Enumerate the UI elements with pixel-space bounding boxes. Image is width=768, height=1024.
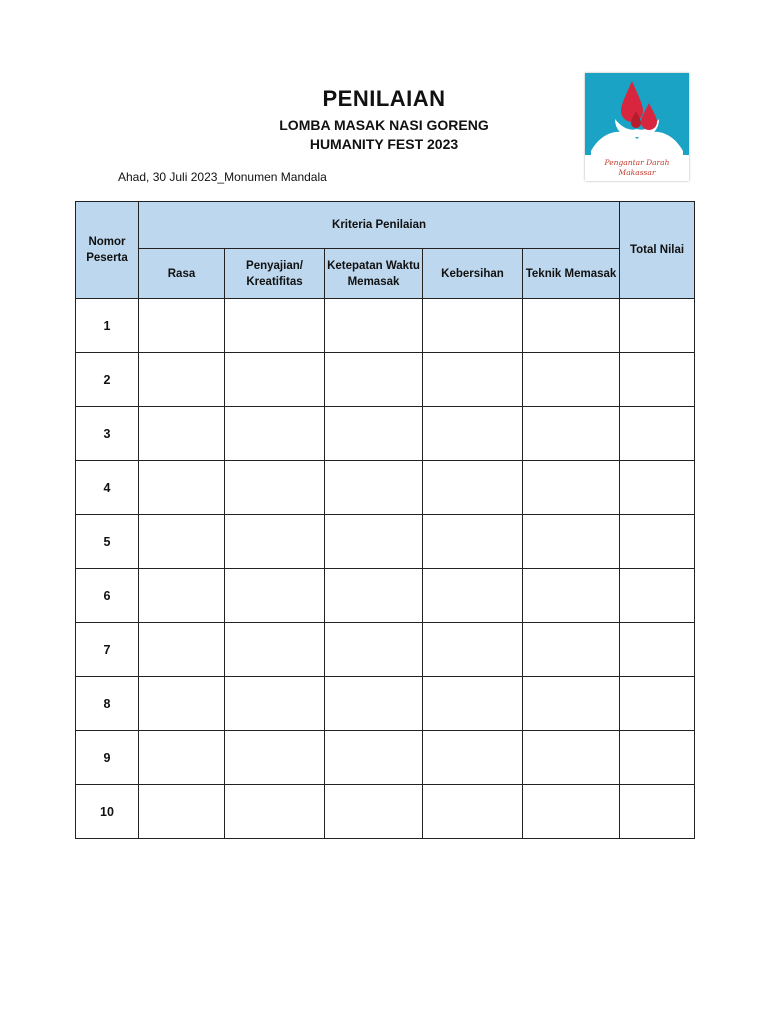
- score-cell-penyajian[interactable]: [225, 569, 325, 623]
- score-cell-kebersihan[interactable]: [423, 623, 523, 677]
- score-cell-kebersihan[interactable]: [423, 785, 523, 839]
- score-cell-teknik[interactable]: [523, 677, 620, 731]
- score-cell-penyajian[interactable]: [225, 785, 325, 839]
- score-cell-total[interactable]: [620, 731, 695, 785]
- score-cell-kebersihan[interactable]: [423, 299, 523, 353]
- score-rows: [76, 299, 695, 839]
- document-subtitle-fest: HUMANITY FEST 2023: [309, 136, 459, 152]
- document-title: PENILAIAN: [322, 86, 446, 111]
- participant-number: 7: [76, 623, 139, 677]
- score-cell-penyajian[interactable]: [225, 731, 325, 785]
- table-row: [76, 785, 695, 839]
- header-total-nilai: Total Nilai: [620, 202, 695, 299]
- score-cell-total[interactable]: [620, 461, 695, 515]
- document-subtitle-event: LOMBA MASAK NASI GORENG: [279, 117, 489, 133]
- header-criterion-teknik: Teknik Memasak: [523, 249, 620, 299]
- participant-number: 6: [76, 569, 139, 623]
- score-cell-total[interactable]: [620, 677, 695, 731]
- score-cell-teknik[interactable]: [523, 785, 620, 839]
- score-cell-rasa[interactable]: [139, 353, 225, 407]
- score-cell-total[interactable]: [620, 299, 695, 353]
- score-cell-penyajian[interactable]: [225, 353, 325, 407]
- score-cell-kebersihan[interactable]: [423, 569, 523, 623]
- score-cell-teknik[interactable]: [523, 623, 620, 677]
- score-cell-rasa[interactable]: [139, 785, 225, 839]
- score-cell-ketepatan[interactable]: [325, 731, 423, 785]
- score-cell-rasa[interactable]: [139, 299, 225, 353]
- score-cell-penyajian[interactable]: [225, 407, 325, 461]
- score-cell-rasa[interactable]: [139, 623, 225, 677]
- table-row: [76, 677, 695, 731]
- score-cell-total[interactable]: [620, 623, 695, 677]
- header-criterion-kebersihan: Kebersihan: [423, 249, 523, 299]
- header-criterion-ketepatan: Ketepatan Waktu Memasak: [325, 249, 423, 299]
- participant-number: 8: [76, 677, 139, 731]
- score-cell-teknik[interactable]: [523, 461, 620, 515]
- score-cell-penyajian[interactable]: [225, 299, 325, 353]
- score-cell-rasa[interactable]: [139, 461, 225, 515]
- score-cell-ketepatan[interactable]: [325, 677, 423, 731]
- table-row: [76, 731, 695, 785]
- score-cell-rasa[interactable]: [139, 677, 225, 731]
- score-cell-rasa[interactable]: [139, 569, 225, 623]
- header-criterion-penyajian: Penyajian/ Kreatifitas: [225, 249, 325, 299]
- score-cell-ketepatan[interactable]: [325, 515, 423, 569]
- score-cell-kebersihan[interactable]: [423, 461, 523, 515]
- score-cell-teknik[interactable]: [523, 569, 620, 623]
- header-criterion-rasa: Rasa: [139, 249, 225, 299]
- score-cell-kebersihan[interactable]: [423, 515, 523, 569]
- date-location-line: Ahad, 30 Juli 2023_Monumen Mandala: [118, 170, 327, 184]
- score-cell-rasa[interactable]: [139, 731, 225, 785]
- participant-number: 1: [76, 299, 139, 353]
- score-cell-teknik[interactable]: [523, 515, 620, 569]
- header-kriteria-penilaian: Kriteria Penilaian: [139, 202, 620, 249]
- score-cell-teknik[interactable]: [523, 731, 620, 785]
- table-row: [76, 299, 695, 353]
- score-cell-ketepatan[interactable]: [325, 461, 423, 515]
- participant-number: 9: [76, 731, 139, 785]
- score-cell-kebersihan[interactable]: [423, 407, 523, 461]
- score-cell-ketepatan[interactable]: [325, 569, 423, 623]
- participant-number: 10: [76, 785, 139, 839]
- score-cell-ketepatan[interactable]: [325, 785, 423, 839]
- score-cell-teknik[interactable]: [523, 299, 620, 353]
- header-nomor-peserta: Nomor Peserta: [76, 202, 139, 299]
- score-cell-penyajian[interactable]: [225, 461, 325, 515]
- table-row: [76, 515, 695, 569]
- score-cell-teknik[interactable]: [523, 407, 620, 461]
- score-cell-total[interactable]: [620, 569, 695, 623]
- score-cell-total[interactable]: [620, 785, 695, 839]
- score-cell-rasa[interactable]: [139, 407, 225, 461]
- participant-number: 5: [76, 515, 139, 569]
- participant-number: 3: [76, 407, 139, 461]
- score-cell-penyajian[interactable]: [225, 677, 325, 731]
- score-cell-ketepatan[interactable]: [325, 407, 423, 461]
- participant-number: 2: [76, 353, 139, 407]
- score-cell-kebersihan[interactable]: [423, 731, 523, 785]
- score-cell-ketepatan[interactable]: [325, 623, 423, 677]
- scoring-table: [75, 201, 695, 839]
- score-cell-teknik[interactable]: [523, 353, 620, 407]
- score-cell-total[interactable]: [620, 407, 695, 461]
- table-row: [76, 353, 695, 407]
- score-cell-ketepatan[interactable]: [325, 353, 423, 407]
- table-row: [76, 407, 695, 461]
- table-row: [76, 569, 695, 623]
- table-row: [76, 623, 695, 677]
- score-cell-total[interactable]: [620, 515, 695, 569]
- score-cell-penyajian[interactable]: [225, 515, 325, 569]
- score-cell-kebersihan[interactable]: [423, 677, 523, 731]
- score-cell-total[interactable]: [620, 353, 695, 407]
- score-cell-rasa[interactable]: [139, 515, 225, 569]
- logo-caption: Pengantar Darah Makassar: [604, 158, 670, 177]
- score-cell-ketepatan[interactable]: [325, 299, 423, 353]
- participant-number: 4: [76, 461, 139, 515]
- score-cell-penyajian[interactable]: [225, 623, 325, 677]
- score-cell-kebersihan[interactable]: [423, 353, 523, 407]
- organization-logo: [585, 73, 689, 181]
- table-row: [76, 461, 695, 515]
